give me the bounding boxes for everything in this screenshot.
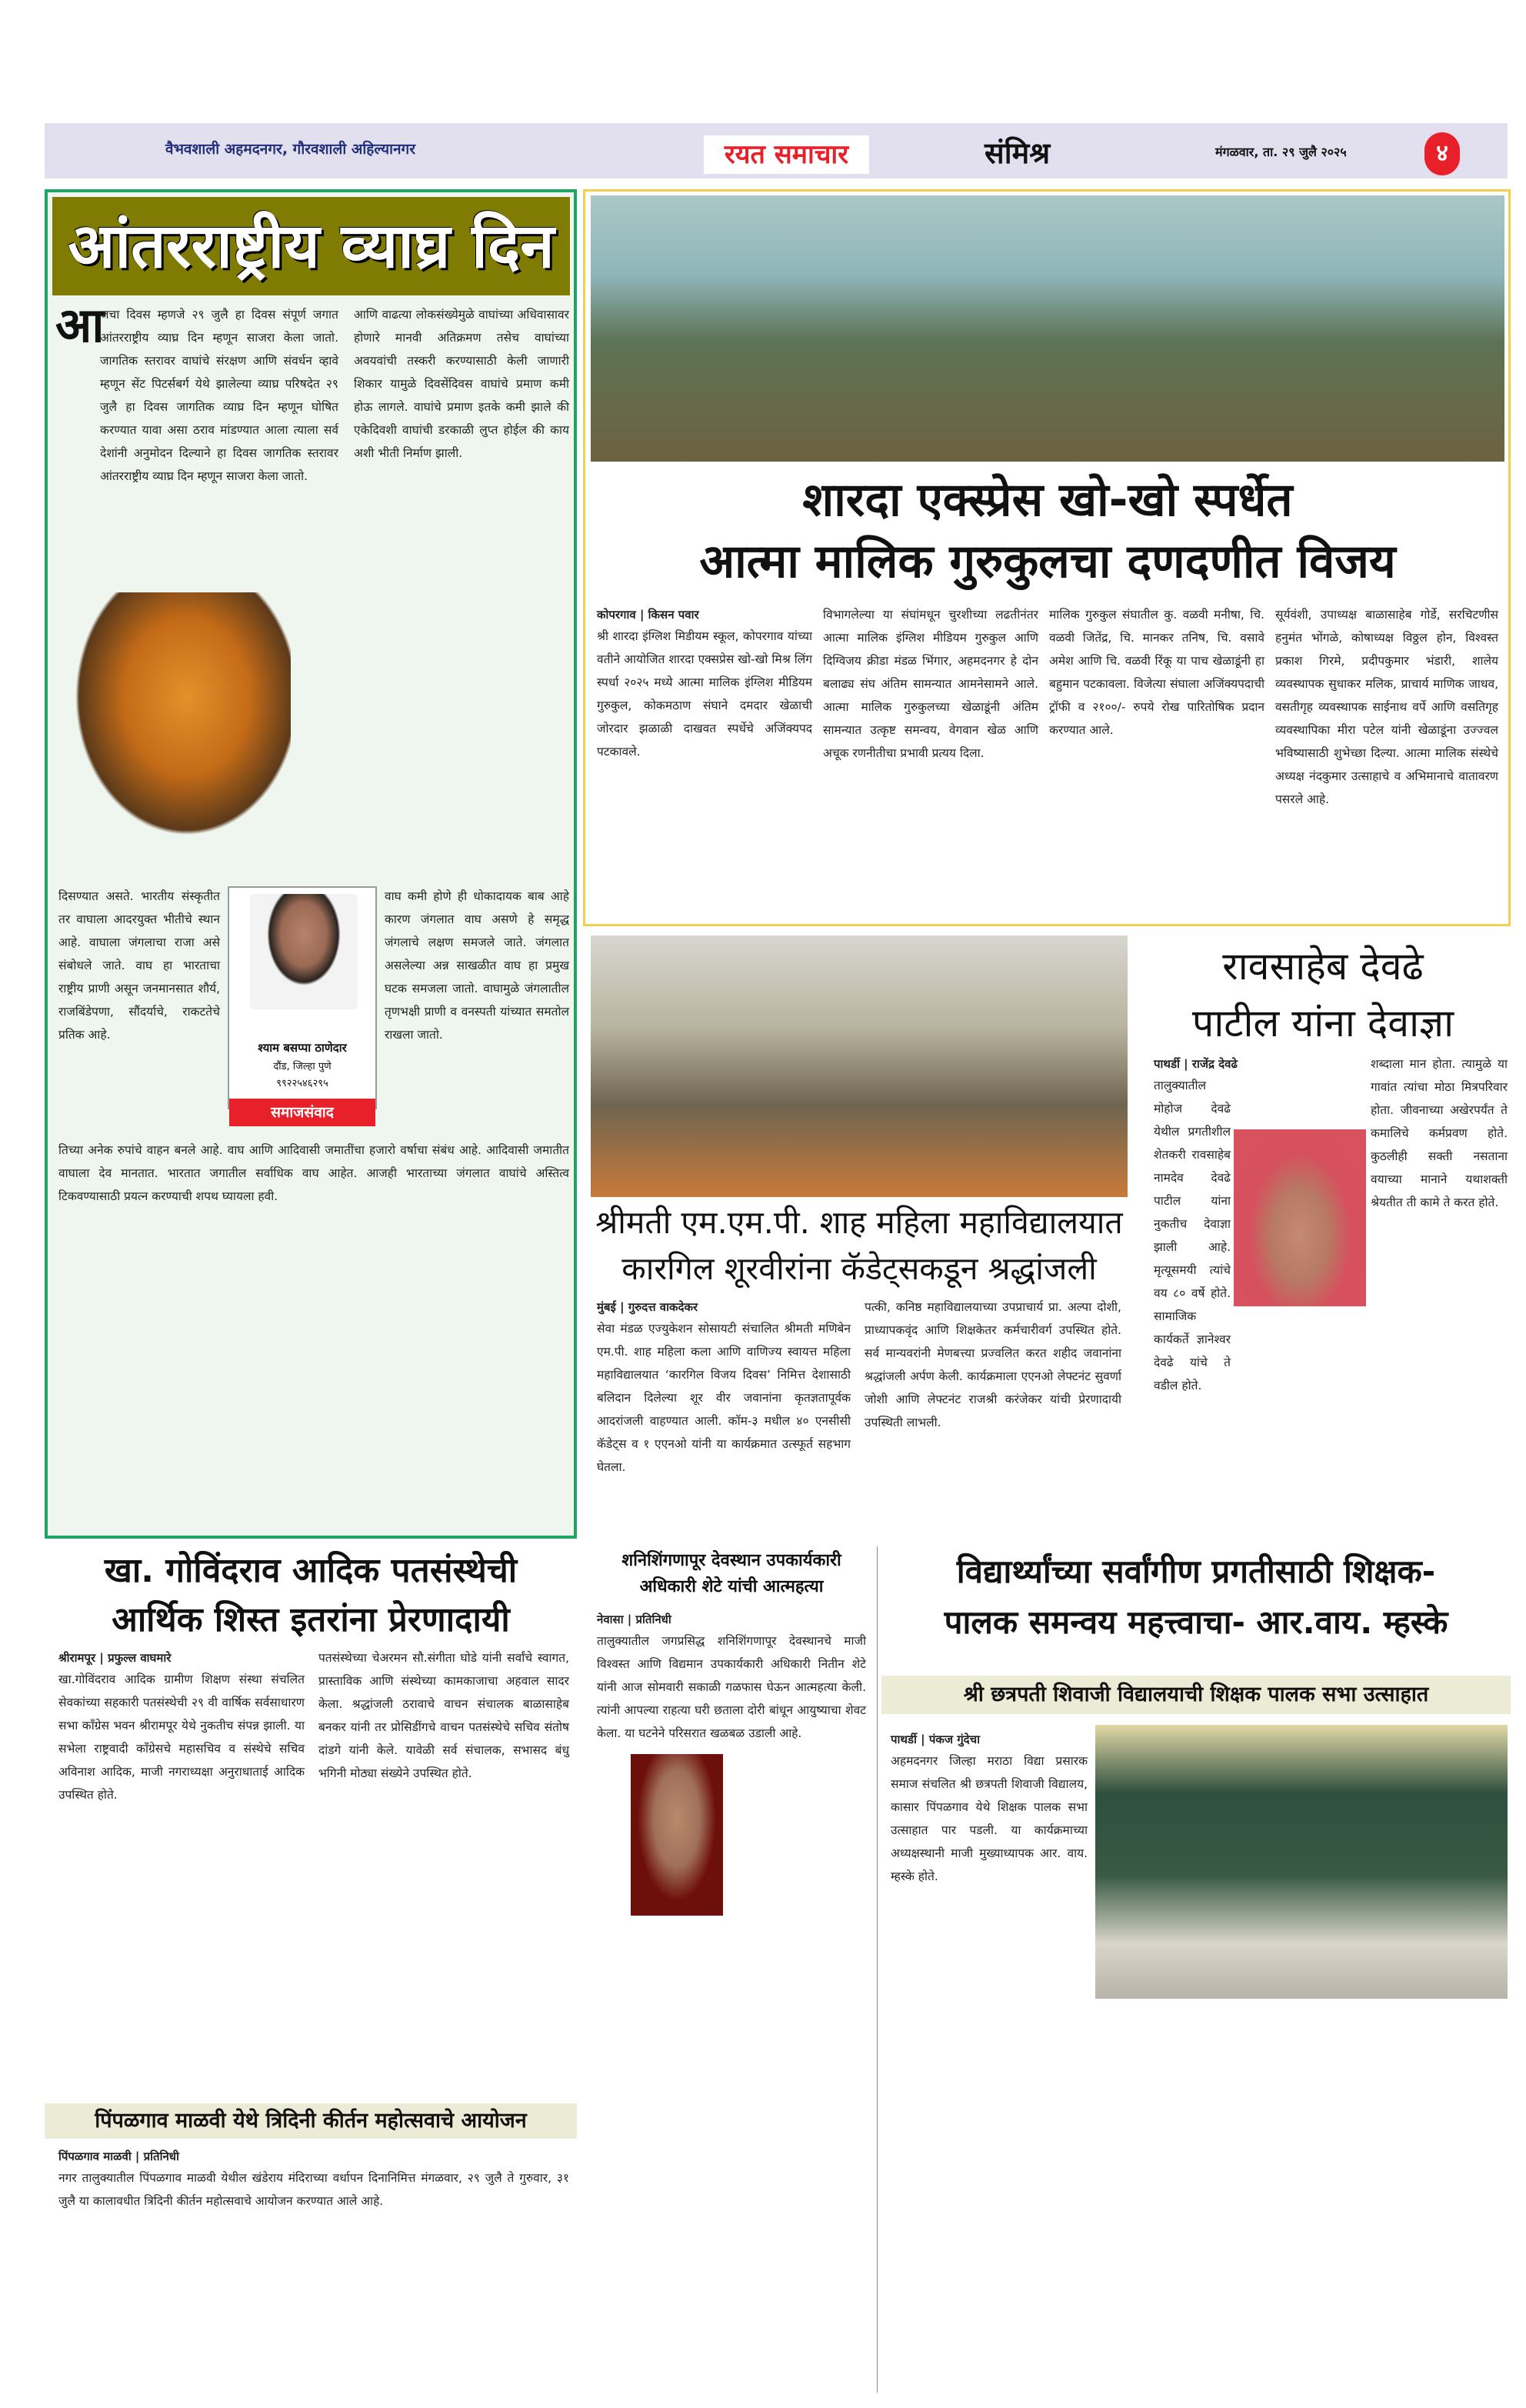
obituary-photo <box>1234 1129 1366 1306</box>
obituary-col-1: तालुक्यातील मोहोज देवढे येथील प्रगतीशील शेतकरी रावसाहेब नामदेव देवढे पाटील यांना नुकतीच देवाज्ञा झाली आहे. मृत्यूसमयी त्यांचे वय ८० वर्षे होते. सामाजिक कार्यकर्ते ज्ञानेश्वर देवढे यांचे ते वडील होते. <box>1154 1079 1231 1392</box>
shani-title-line2: अधिकारी शेटे यांची आत्महत्या <box>639 1577 824 1596</box>
kho-byline: कोपरगाव | किसन पवार <box>597 608 699 622</box>
patsanstha-title-line2: आर्थिक शिस्त इतरांना प्रेरणादायी <box>112 1600 510 1639</box>
tiger-image <box>60 592 291 854</box>
tiger-col-4: वाघ कमी होणे ही धोकादायक बाब आहे कारण जंगलात वाघ असणे हे समृद्ध जंगलाचे लक्षण समजले जाते. जंगलात असलेल्या अन्न साखळीत वाघ हा प्रमुख घटक समजला जातो. वाघामुळे जंगलातील तृणभक्षी प्राणी व वनस्पती यांच्यात समतोल राखला जातो. <box>385 889 569 1042</box>
patsanstha-byline: श्रीरामपूर | प्रफुल्ल वाघमारे <box>58 1651 172 1665</box>
shani-byline: नेवासा | प्रतिनिधी <box>597 1613 671 1626</box>
vidyarthi-title-line2: पालक समन्वय महत्त्वाचा- आर.वाय. म्हस्के <box>944 1603 1448 1641</box>
obituary-title-line1: रावसाहेब देवढे <box>1222 944 1424 989</box>
kho-col-2: विभागलेल्या या संघांमधून चुरशीच्या लढतीनंतर आत्मा मालिक इंग्लिश मीडियम गुरुकुल आणि दिग्विजय क्रीडा मंडळ भिंगार, अहमदनगर हे दोन बलाढ्य संघ अंतिम सामन्यात आमनेसामने आले. आत्मा मालिक गुरुकुलच्या खेळाडूंनी अंतिम सामन्यात उत्कृष्ट समन्वय, वेगवान खेळ आणि अचूक रणनीतीचा प्रभावी प्रत्यय दिला. <box>823 608 1038 760</box>
tiger-bottom-text: तिच्या अनेक रुपांचे वाहन बनले आहे. वाघ आणि आदिवासी जमातींचा हजारो वर्षाचा संबंध आहे. आदिवासी जमातीत वाघाला देव मानतात. भारतात जगातील सर्वाधिक वाघ आहेत. आजही भारताच्या जंगलात वाघांचे अस्तित्व टिकवण्यासाठी प्रयत्न करण्याची शपथ घ्यायला हवी. <box>58 1143 569 1203</box>
team-photo <box>591 195 1504 462</box>
tiger-col-2: आणि वाढत्या लोकसंख्येमुळे वाघांच्या अधिवासावर होणारे मानवी अतिक्रमण तसेच वाघांच्या अवयवांची तस्करी करण्यासाठी केली जाणारी शिकार यामुळे दिवसेंदिवस वाघांचे प्रमाण कमी होऊ लागले. वाघांचे प्रमाण इतके कमी झाले की एकेदिवशी वाघांची डरकाळी लुप्त होईल की काय अशी भीती निर्माण झाली. <box>354 308 569 460</box>
meeting-photo <box>1095 1725 1508 1999</box>
kho-title-line1: शारदा एक्स्प्रेस खो-खो स्पर्धेत <box>802 473 1293 527</box>
author-name: श्याम बसप्पा ठाणेदार <box>258 1041 347 1055</box>
cadet-col-2: पत्की, कनिष्ठ महाविद्यालयाच्या उपप्राचार्य प्रा. अल्पा दोशी, प्राध्यापकवृंद आणि शिक्षकेतर कर्मचारीवर्ग उपस्थित होते. सर्व मान्यवरांनी मेणबत्त्या प्रज्वलित करत शहीद जवानांना श्रद्धांजली अर्पण केली. कार्यक्रमाला एएनओ लेफ्टनंट सुवर्णा जोशी आणि लेफ्टनंट राजश्री करंजेकर यांची प्रेरणादायी उपस्थिती लाभली. <box>865 1300 1121 1429</box>
drop-cap: आ <box>55 297 105 353</box>
tiger-col-3: दिसण्यात असते. भारतीय संस्कृतीत तर वाघाला आदरयुक्त भीतीचे स्थान आहे. वाघाला जंगलाचा राजा असे संबोधले जाते. वाघ हा भारताचा राष्ट्रीय प्राणी असून जनमानसात शौर्य, राजबिंडेपणा, सौंदर्याचे, राकटतेचे प्रतिक आहे. <box>58 889 220 1042</box>
column-badge: समाजसंवाद <box>229 1099 375 1126</box>
author-phone: ९९२२५४६२९५ <box>276 1078 328 1089</box>
kho-col-4: सूर्यवंशी, उपाध्यक्ष बाळासाहेब गोर्डे, सरचिटणीस हनुमंत भोंगळे, कोषाध्यक्ष विठ्ठल होन, विश्वस्त प्रकाश गिरमे, प्रदीपकुमार भंडारी, शालेय व्यवस्थापक सुधाकर मलिक, प्राचार्य माणिक जाधव, वसतीगृह व्यवस्थापक साईनाथ वर्पे आणि वसतिगृह व्यवस्थापिका मीरा पटेल यांनी खेळाडूंना उज्ज्वल भविष्यासाठी शुभेच्छा दिल्या. आत्मा मालिक संस्थेचे अध्यक्ष नंदकुमार उत्साहाचे व अभिमानाचे वातावरण पसरले आहे. <box>1275 608 1498 806</box>
newspaper-logo: रयत समाचार <box>704 135 869 174</box>
patsanstha-title-line1: खा. गोविंदराव आदिक पतसंस्थेची <box>104 1551 518 1590</box>
vidyarthi-title-line1: विद्यार्थ्यांच्या सर्वांगीण प्रगतीसाठी शिक्षक- <box>956 1553 1436 1590</box>
kirtan-body: नगर तालुक्यातील पिंपळगाव माळवी येथील खंडेराय मंदिराच्या वर्धापन दिनानिमित्त मंगळवार, २९ जुलै ते गुरुवार, ३१ जुलै या कालावधीत त्रिदिनी कीर्तन महोत्सवाचे आयोजन करण्यात आले आहे. <box>58 2171 569 2208</box>
kirtan-byline: पिंपळगाव माळवी | प्रतिनिधी <box>58 2150 179 2163</box>
author-photo <box>250 894 358 1009</box>
cadet-photo <box>591 936 1128 1197</box>
vidyarthi-subtitle: श्री छत्रपती शिवाजी विद्यालयाची शिक्षक पालक सभा उत्साहात <box>881 1676 1511 1714</box>
issue-date: मंगळवार, ता. २९ जुलै २०२५ <box>1215 145 1347 159</box>
patsanstha-col-2: पतसंस्थेच्या चेअरमन सौ.संगीता घोडे यांनी सर्वांचे स्वागत, प्रास्ताविक आणि संस्थेच्या कामकाजाचा अहवाल सादर केला. श्रद्धांजली ठरावाचे वाचन संचालक बाळासाहेब बनकर यांनी तर प्रोसिडींगचे वाचन पतसंस्थेचे सचिव संतोष दांडगे यांनी केले. यावेळी सर्व संचालक, सभासद बंधु भगिनी मोठ्या संख्येने उपस्थित होते. <box>318 1651 569 1780</box>
kho-col-3: मालिक गुरुकुल संघातील कु. वळवी मनीषा, चि. वळवी जितेंद्र, चि. मानकर तनिष, चि. वसावे अमेश आणि चि. वळवी रिंकू या पाच खेळाडूंनी हा बहुमान पटकावला. विजेत्या संघाला अजिंक्यपदाची ट्रॉफी व २१००/- रुपये रोख पारितोषिक प्रदान करण्यात आले. <box>1049 608 1264 737</box>
shani-photo <box>631 1754 723 1916</box>
shani-title-line1: शनिशिंगणापूर देवस्थान उपकार्यकारी <box>621 1551 841 1570</box>
header-tagline: वैभवशाली अहमदनगर, गौरवशाली अहिल्यानगर <box>165 141 416 158</box>
obituary-col-2: शब्दाला मान होता. त्यामुळे या गावांत त्यांचा मोठा मित्रपरिवार होता. जीवनाच्या अखेरपर्यंत ते कमालिचे कर्मप्रवण होते. कुठलीही सक्ती नसताना वयाच्या मानाने यथाशक्ती श्रेयतीत ती कामे ते करत होते. <box>1371 1057 1508 1209</box>
cadet-title-line1: श्रीमती एम.एम.पी. शाह महिला महाविद्यालयात <box>595 1204 1123 1241</box>
patsanstha-col-1: खा.गोविंदराव आदिक ग्रामीण शिक्षण संस्था संचलित सेवकांच्या सहकारी पतसंस्थेची २९ वी वार्षिक सर्वसाधारण सभा काँग्रेस भवन श्रीरामपूर येथे नुकतीच संपन्न झाली. या सभेला राष्ट्रवादी काँग्रेसचे महासचिव व संस्थेचे सचिव अविनाश आदिक, माजी नगराध्यक्षा अनुराधाताई आदिक उपस्थित होते. <box>58 1673 305 1802</box>
cadet-col-1: सेवा मंडळ एज्युकेशन सोसायटी संचालित श्रीमती मणिबेन एम.पी. शाह महिला कला आणि वाणिज्य स्वायत्त महिला महाविद्यालयात ‘कारगिल विजय दिवस’ निमित्त देशासाठी बलिदान दिलेल्या शूर वीर जवानांना कृतज्ञतापूर्वक आदरांजली वाहण्यात आली. कॉम-३ मधील ४० एनसीसी कॅडेट्स व १ एएनओ यांनी या कार्यक्रमात उत्स्फूर्त सहभाग घेतला. <box>597 1322 851 1474</box>
vidyarthi-body: अहमदनगर जिल्हा मराठा विद्या प्रसारक समाज संचलित श्री छत्रपती शिवाजी विद्यालय, कासार पिंपळगाव येथे शिक्षक पालक सभा उत्साहात पार पडली. या कार्यक्रमाच्या अध्यक्षस्थानी माजी मुख्याध्यापक आर. वाय. म्हस्के होते. <box>891 1754 1088 1883</box>
cadet-title-line2: कारगिल शूरवीरांना कॅडेट्सकडून श्रद्धांजली <box>621 1250 1097 1287</box>
shani-body: तालुक्यातील जगप्रसिद्ध शनिशिंगणापूर देवस्थानचे माजी विश्वस्त आणि विद्यमान उपकार्यकारी अधिकारी नितीन शेटे यांनी आज सोमवारी सकाळी गळफास घेऊन आत्महत्या केली. त्यांनी आपल्या राहत्या घरी छताला दोरी बांधून आयुष्याचा शेवट केला. या घटनेने परिसरात खळबळ उडाली आहे. <box>597 1634 866 1740</box>
kirtan-title: पिंपळगाव माळवी येथे त्रिदिनी कीर्तन महोत्सवाचे आयोजन <box>95 2109 527 2133</box>
obituary-title-line2: पाटील यांना देवाज्ञा <box>1191 1001 1454 1046</box>
author-place: दौंड, जिल्हा पुणे <box>273 1061 332 1072</box>
vidyarthi-byline: पाथर्डी | पंकज गुंदेचा <box>891 1733 981 1746</box>
section-title: संमिश्र <box>985 136 1051 170</box>
cadet-byline: मुंबई | गुरुदत्त वाकदेकर <box>597 1300 698 1314</box>
kho-col-1: श्री शारदा इंग्लिश मिडीयम स्कूल, कोपरगाव यांच्या वतीने आयोजित शारदा एक्सप्रेस खो-खो मिश्र लिंग स्पर्धा २०२५ मध्ये आत्मा मालिक इंग्लिश मीडियम गुरुकुल, कोकमठाण संघाने दमदार खेळाची जोरदार झळाळी दाखवत स्पर्धेचे अजिंक्यपद पटकावले. <box>597 629 812 759</box>
page-number-badge: ४ <box>1424 132 1460 175</box>
tiger-article-title: आंतरराष्ट्रीय व्याघ्र दिन <box>68 210 555 282</box>
kho-title-line2: आत्मा मालिक गुरुकुलचा दणदणीत विजय <box>699 535 1396 589</box>
column-divider <box>877 1546 878 2393</box>
tiger-col-1: जचा दिवस म्हणजे २९ जुलै हा दिवस संपूर्ण जगात आंतरराष्ट्रीय व्याघ्र दिन म्हणून साजरा केला जातो. जागतिक स्तरावर वाघांचे संरक्षण आणि संवर्धन व्हावे म्हणून सेंट पिटर्सबर्ग येथे झालेल्या व्याघ्र परिषदेत २९ जुलै हा दिवस जागतिक व्याघ्र दिन म्हणून घोषित करण्यात यावा असा ठराव मांडण्यात आला त्याला सर्व देशांनी अनुमोदन दिल्याने हा दिवस जागतिक स्तरावर आंतरराष्ट्रीय व्याघ्र दिन म्हणून साजरा केला जातो. <box>100 308 338 483</box>
obituary-byline: पाथर्डी | राजेंद्र देवढे <box>1154 1057 1238 1071</box>
